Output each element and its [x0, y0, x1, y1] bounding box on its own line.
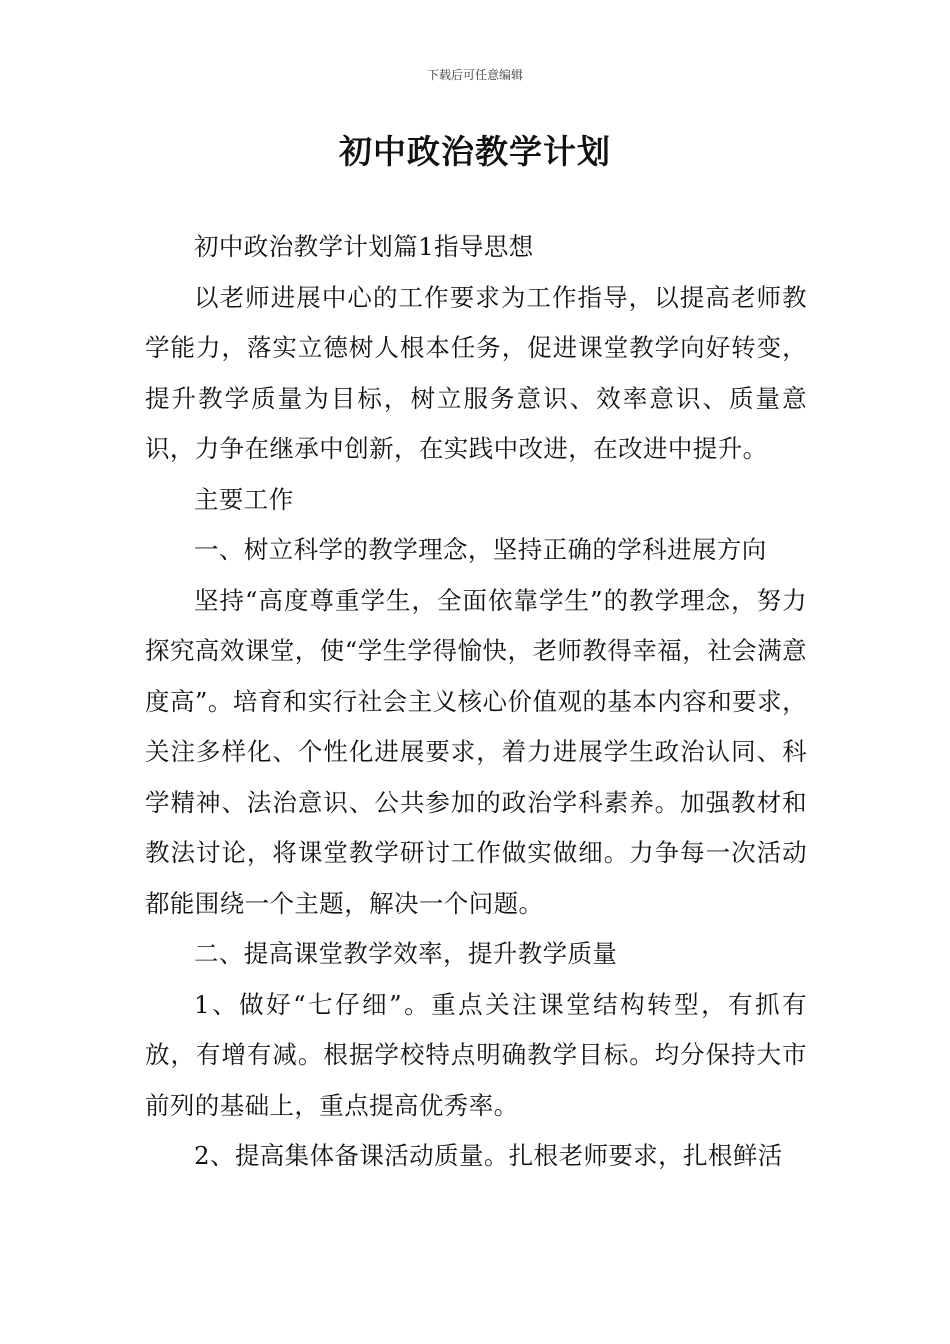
document-body: [145, 222, 807, 1182]
paragraph-item-one: 1、做好“七仔细”。重点关注课堂结构转型，有抓有放，有增有减。根据学校特点明确教学目标。均分保持大市前列的基础上，重点提高优秀率。: [145, 989, 807, 1120]
paragraph-main-work-heading: 主要工作: [194, 484, 294, 514]
paragraph-item-two: 2、提高集体备课活动质量。扎根老师要求，扎根鲜活: [194, 1141, 783, 1170]
paragraph-section-one-body: 坚持“高度尊重学生，全面依靠学生”的教学理念，努力探究高效课堂，使“学生学得愉快，老师教得幸福，社会满意度高”。培育和实行社会主义核心价值观的基本内容和要求，关注多样化、个性化进展要求，着力进展学生政治认同、科学精神、法治意识、公共参加的政治学科素养。加强教材和教法讨论，将课堂教学研讨工作做实做细。力争每一次活动都能围绕一个主题，解决一个问题。: [145, 585, 807, 918]
paragraph-section-two-heading: 二、提高课堂教学效率，提升教学质量: [194, 939, 618, 968]
paragraph-subtitle: 初中政治教学计划篇1指导思想: [194, 232, 534, 261]
header-note: 下载后可任意编辑: [426, 68, 523, 82]
paragraph-section-one-heading: 一、树立科学的教学理念，坚持正确的学科进展方向: [194, 535, 767, 564]
document-title: 初中政治教学计划: [339, 132, 611, 171]
paragraph-guiding-thought: 以老师进展中心的工作要求为工作指导，以提高老师教学能力，落实立德树人根本任务，促进课堂教学向好转变，提升教学质量为目标，树立服务意识、效率意识、质量意识，力争在继承中创新，在实践中改进，在改进中提升。: [145, 282, 807, 463]
